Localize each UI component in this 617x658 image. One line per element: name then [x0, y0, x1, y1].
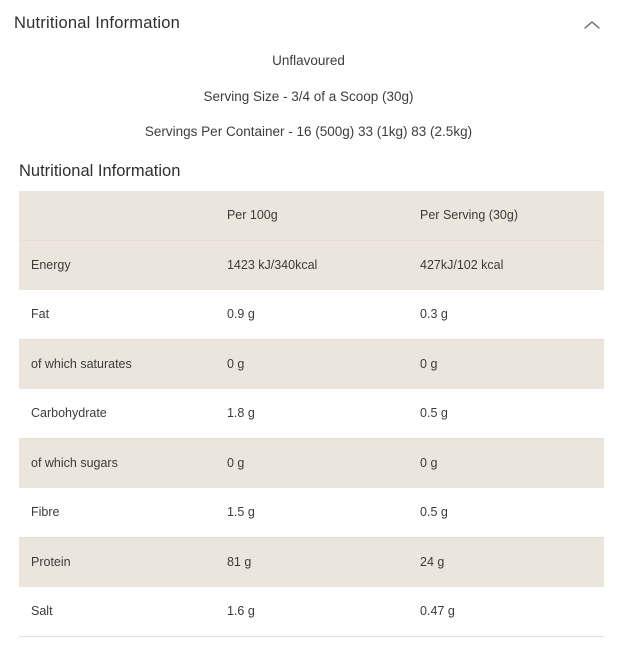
table-row: [19, 537, 604, 587]
row-per-100g: 1.5 g: [215, 488, 408, 538]
flavour-label: Unflavoured: [272, 53, 345, 68]
row-per-100g: 0 g: [226, 357, 245, 372]
table-row: [19, 438, 604, 488]
row-per-serving: 0.5 g: [408, 488, 604, 538]
panel-header: [0, 0, 617, 45]
section-title: Nutritional Information: [19, 161, 181, 180]
page-title: Nutritional Information: [14, 14, 181, 32]
row-label: of which sugars: [31, 456, 118, 471]
row-label: Fibre: [19, 488, 215, 538]
chevron-up-icon[interactable]: [581, 14, 603, 36]
table-header-nutrient: [19, 191, 215, 241]
row-per-100g: 0.9 g: [215, 290, 408, 340]
table-row: [19, 240, 604, 290]
table-row: [19, 587, 604, 637]
row-per-serving: 0.5 g: [408, 389, 604, 439]
row-per-serving: 427kJ/102 kcal: [420, 258, 504, 273]
row-label: Energy: [31, 258, 71, 273]
table-row: [19, 339, 604, 389]
table-header-row: [19, 191, 604, 241]
table-header-per-serving: Per Serving (30g): [408, 191, 604, 241]
row-per-serving: 0 g: [420, 456, 438, 471]
nutrition-table: [19, 191, 604, 637]
row-per-serving: 0.3 g: [408, 290, 604, 340]
row-per-100g: 81 g: [226, 555, 252, 570]
row-label: of which saturates: [31, 357, 132, 372]
row-label: Carbohydrate: [19, 389, 215, 439]
servings-per-container-label: Servings Per Container - 16 (500g) 33 (1kg) 83 (2.5kg): [144, 124, 473, 140]
row-label: Salt: [19, 587, 215, 637]
row-per-serving: 0.47 g: [408, 587, 604, 637]
row-per-100g: 0 g: [226, 456, 245, 471]
row-per-100g: 1.6 g: [215, 587, 408, 637]
table-row: [19, 290, 604, 340]
row-per-serving: 0 g: [420, 357, 438, 372]
row-label: Protein: [31, 555, 71, 570]
table-row: [19, 488, 604, 538]
row-label: Fat: [19, 290, 215, 340]
row-per-100g: 1423 kJ/340kcal: [226, 258, 318, 273]
intro-block: [0, 45, 617, 141]
nutrition-table-wrapper: [0, 191, 617, 637]
row-per-100g: 1.8 g: [215, 389, 408, 439]
table-header-per-100g: Per 100g: [215, 191, 408, 241]
table-row: [19, 389, 604, 439]
serving-size-label: Serving Size - 3/4 of a Scoop (30g): [203, 89, 414, 105]
row-per-serving: 24 g: [420, 555, 445, 570]
